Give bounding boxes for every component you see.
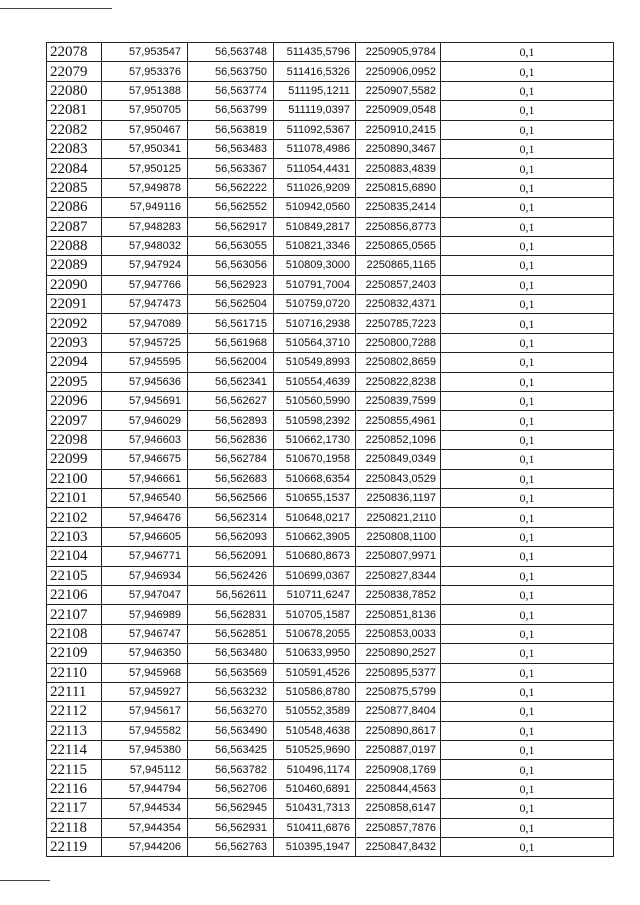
longitude-cell: 56,562552 (188, 198, 274, 217)
x-coordinate-cell: 510670,1958 (274, 450, 356, 469)
latitude-cell: 57,947089 (102, 314, 188, 333)
accuracy-cell: 0,1 (441, 333, 614, 352)
header-rule (0, 8, 112, 9)
latitude-cell: 57,946350 (102, 644, 188, 663)
longitude-cell: 56,562341 (188, 372, 274, 391)
point-number: 22084 (47, 159, 102, 178)
x-coordinate-cell: 510598,2392 (274, 411, 356, 430)
accuracy-cell: 0,1 (441, 624, 614, 643)
point-number: 22095 (47, 372, 102, 391)
y-coordinate-cell: 2250857,2403 (356, 275, 441, 294)
table-row (47, 488, 614, 507)
y-coordinate-cell: 2250839,7599 (356, 392, 441, 411)
longitude-cell: 56,562093 (188, 527, 274, 546)
accuracy-cell: 0,1 (441, 663, 614, 682)
longitude-cell: 56,563425 (188, 741, 274, 760)
accuracy-cell: 0,1 (441, 120, 614, 139)
x-coordinate-cell: 510648,0217 (274, 508, 356, 527)
point-number: 22096 (47, 392, 102, 411)
latitude-cell: 57,950705 (102, 101, 188, 120)
y-coordinate-cell: 2250851,8136 (356, 605, 441, 624)
y-coordinate-cell: 2250908,1769 (356, 760, 441, 779)
longitude-cell: 56,563367 (188, 159, 274, 178)
longitude-cell: 56,562222 (188, 178, 274, 197)
x-coordinate-cell: 510662,1730 (274, 430, 356, 449)
latitude-cell: 57,953376 (102, 62, 188, 81)
latitude-cell: 57,945617 (102, 702, 188, 721)
longitude-cell: 56,563782 (188, 760, 274, 779)
longitude-cell: 56,563819 (188, 120, 274, 139)
point-number: 22104 (47, 547, 102, 566)
latitude-cell: 57,946661 (102, 469, 188, 488)
x-coordinate-cell: 510460,6891 (274, 779, 356, 798)
table-row (47, 818, 614, 837)
table-row (47, 838, 614, 857)
longitude-cell: 56,563748 (188, 43, 274, 62)
y-coordinate-cell: 2250855,4961 (356, 411, 441, 430)
latitude-cell: 57,947766 (102, 275, 188, 294)
point-number: 22093 (47, 333, 102, 352)
table-row (47, 702, 614, 721)
latitude-cell: 57,944354 (102, 818, 188, 837)
table-row (47, 644, 614, 663)
latitude-cell: 57,946771 (102, 547, 188, 566)
x-coordinate-cell: 510591,4526 (274, 663, 356, 682)
latitude-cell: 57,948032 (102, 236, 188, 255)
x-coordinate-cell: 510496,1174 (274, 760, 356, 779)
longitude-cell: 56,562004 (188, 353, 274, 372)
table-row (47, 779, 614, 798)
table-row (47, 547, 614, 566)
point-number: 22085 (47, 178, 102, 197)
x-coordinate-cell: 510395,1947 (274, 838, 356, 857)
x-coordinate-cell: 510411,6876 (274, 818, 356, 837)
x-coordinate-cell: 511026,9209 (274, 178, 356, 197)
longitude-cell: 56,562611 (188, 585, 274, 604)
table-row (47, 741, 614, 760)
point-number: 22102 (47, 508, 102, 527)
x-coordinate-cell: 510633,9950 (274, 644, 356, 663)
longitude-cell: 56,563750 (188, 62, 274, 81)
accuracy-cell: 0,1 (441, 198, 614, 217)
y-coordinate-cell: 2250785,7223 (356, 314, 441, 333)
x-coordinate-cell: 510431,7313 (274, 799, 356, 818)
accuracy-cell: 0,1 (441, 469, 614, 488)
latitude-cell: 57,950125 (102, 159, 188, 178)
table-row (47, 333, 614, 352)
x-coordinate-cell: 510552,3589 (274, 702, 356, 721)
x-coordinate-cell: 510791,7004 (274, 275, 356, 294)
x-coordinate-cell: 510809,3000 (274, 256, 356, 275)
y-coordinate-cell: 2250909,0548 (356, 101, 441, 120)
latitude-cell: 57,947473 (102, 295, 188, 314)
accuracy-cell: 0,1 (441, 527, 614, 546)
table-row (47, 353, 614, 372)
point-number: 22110 (47, 663, 102, 682)
y-coordinate-cell: 2250907,5582 (356, 81, 441, 100)
point-number: 22100 (47, 469, 102, 488)
x-coordinate-cell: 510680,8673 (274, 547, 356, 566)
latitude-cell: 57,949116 (102, 198, 188, 217)
table-row (47, 450, 614, 469)
y-coordinate-cell: 2250847,8432 (356, 838, 441, 857)
point-number: 22111 (47, 682, 102, 701)
point-number: 22103 (47, 527, 102, 546)
x-coordinate-cell: 510560,5990 (274, 392, 356, 411)
y-coordinate-cell: 2250883,4839 (356, 159, 441, 178)
y-coordinate-cell: 2250857,7876 (356, 818, 441, 837)
latitude-cell: 57,946029 (102, 411, 188, 430)
point-number: 22088 (47, 236, 102, 255)
point-number: 22106 (47, 585, 102, 604)
point-number: 22089 (47, 256, 102, 275)
y-coordinate-cell: 2250865,1165 (356, 256, 441, 275)
y-coordinate-cell: 2250815,6890 (356, 178, 441, 197)
latitude-cell: 57,944794 (102, 779, 188, 798)
accuracy-cell: 0,1 (441, 760, 614, 779)
table-row (47, 508, 614, 527)
point-number: 22092 (47, 314, 102, 333)
accuracy-cell: 0,1 (441, 430, 614, 449)
y-coordinate-cell: 2250887,0197 (356, 741, 441, 760)
point-number: 22115 (47, 760, 102, 779)
latitude-cell: 57,946934 (102, 566, 188, 585)
y-coordinate-cell: 2250832,4371 (356, 295, 441, 314)
accuracy-cell: 0,1 (441, 101, 614, 120)
x-coordinate-cell: 510705,1587 (274, 605, 356, 624)
point-number: 22117 (47, 799, 102, 818)
y-coordinate-cell: 2250852,1096 (356, 430, 441, 449)
y-coordinate-cell: 2250844,4563 (356, 779, 441, 798)
accuracy-cell: 0,1 (441, 488, 614, 507)
accuracy-cell: 0,1 (441, 508, 614, 527)
accuracy-cell: 0,1 (441, 314, 614, 333)
x-coordinate-cell: 511119,0397 (274, 101, 356, 120)
x-coordinate-cell: 510586,8780 (274, 682, 356, 701)
accuracy-cell: 0,1 (441, 43, 614, 62)
point-number: 22108 (47, 624, 102, 643)
longitude-cell: 56,562091 (188, 547, 274, 566)
accuracy-cell: 0,1 (441, 566, 614, 585)
accuracy-cell: 0,1 (441, 779, 614, 798)
table-row (47, 314, 614, 333)
y-coordinate-cell: 2250821,2110 (356, 508, 441, 527)
x-coordinate-cell: 511416,5326 (274, 62, 356, 81)
longitude-cell: 56,562831 (188, 605, 274, 624)
table-row (47, 430, 614, 449)
point-number: 22080 (47, 81, 102, 100)
latitude-cell: 57,945968 (102, 663, 188, 682)
table-row (47, 760, 614, 779)
x-coordinate-cell: 511054,4431 (274, 159, 356, 178)
accuracy-cell: 0,1 (441, 721, 614, 740)
y-coordinate-cell: 2250838,7852 (356, 585, 441, 604)
table-row (47, 372, 614, 391)
latitude-cell: 57,946675 (102, 450, 188, 469)
accuracy-cell: 0,1 (441, 644, 614, 663)
longitude-cell: 56,562706 (188, 779, 274, 798)
x-coordinate-cell: 510699,0367 (274, 566, 356, 585)
accuracy-cell: 0,1 (441, 392, 614, 411)
x-coordinate-cell: 510662,3905 (274, 527, 356, 546)
latitude-cell: 57,950341 (102, 139, 188, 158)
point-number: 22107 (47, 605, 102, 624)
x-coordinate-cell: 510716,2938 (274, 314, 356, 333)
table-row (47, 120, 614, 139)
x-coordinate-cell: 510849,2817 (274, 217, 356, 236)
longitude-cell: 56,562314 (188, 508, 274, 527)
x-coordinate-cell: 510548,4638 (274, 721, 356, 740)
latitude-cell: 57,947924 (102, 256, 188, 275)
table-row (47, 469, 614, 488)
point-number: 22119 (47, 838, 102, 857)
latitude-cell: 57,945112 (102, 760, 188, 779)
point-number: 22079 (47, 62, 102, 81)
longitude-cell: 56,563056 (188, 256, 274, 275)
point-number: 22114 (47, 741, 102, 760)
table-row (47, 799, 614, 818)
y-coordinate-cell: 2250905,9784 (356, 43, 441, 62)
x-coordinate-cell: 511092,5367 (274, 120, 356, 139)
x-coordinate-cell: 510525,9690 (274, 741, 356, 760)
longitude-cell: 56,563270 (188, 702, 274, 721)
point-number: 22094 (47, 353, 102, 372)
point-number: 22097 (47, 411, 102, 430)
table-row (47, 275, 614, 294)
longitude-cell: 56,562784 (188, 450, 274, 469)
x-coordinate-cell: 510759,0720 (274, 295, 356, 314)
table-row (47, 682, 614, 701)
y-coordinate-cell: 2250827,8344 (356, 566, 441, 585)
longitude-cell: 56,562426 (188, 566, 274, 585)
point-number: 22099 (47, 450, 102, 469)
latitude-cell: 57,946476 (102, 508, 188, 527)
latitude-cell: 57,949878 (102, 178, 188, 197)
longitude-cell: 56,561968 (188, 333, 274, 352)
y-coordinate-cell: 2250910,2415 (356, 120, 441, 139)
latitude-cell: 57,951388 (102, 81, 188, 100)
y-coordinate-cell: 2250890,8617 (356, 721, 441, 740)
latitude-cell: 57,946605 (102, 527, 188, 546)
latitude-cell: 57,950467 (102, 120, 188, 139)
longitude-cell: 56,562566 (188, 488, 274, 507)
point-number: 22090 (47, 275, 102, 294)
longitude-cell: 56,563799 (188, 101, 274, 120)
latitude-cell: 57,945636 (102, 372, 188, 391)
latitude-cell: 57,945725 (102, 333, 188, 352)
latitude-cell: 57,946747 (102, 624, 188, 643)
point-number: 22112 (47, 702, 102, 721)
table-row (47, 101, 614, 120)
x-coordinate-cell: 510549,8993 (274, 353, 356, 372)
point-number: 22105 (47, 566, 102, 585)
x-coordinate-cell: 510554,4639 (274, 372, 356, 391)
latitude-cell: 57,945380 (102, 741, 188, 760)
accuracy-cell: 0,1 (441, 159, 614, 178)
accuracy-cell: 0,1 (441, 62, 614, 81)
table-row (47, 527, 614, 546)
accuracy-cell: 0,1 (441, 81, 614, 100)
accuracy-cell: 0,1 (441, 547, 614, 566)
longitude-cell: 56,562851 (188, 624, 274, 643)
latitude-cell: 57,953547 (102, 43, 188, 62)
latitude-cell: 57,944206 (102, 838, 188, 857)
point-number: 22109 (47, 644, 102, 663)
longitude-cell: 56,563569 (188, 663, 274, 682)
table-row (47, 295, 614, 314)
longitude-cell: 56,563055 (188, 236, 274, 255)
x-coordinate-cell: 510564,3710 (274, 333, 356, 352)
table-row (47, 198, 614, 217)
point-number: 22101 (47, 488, 102, 507)
table-row (47, 43, 614, 62)
x-coordinate-cell: 510655,1537 (274, 488, 356, 507)
y-coordinate-cell: 2250890,2527 (356, 644, 441, 663)
table-row (47, 236, 614, 255)
accuracy-cell: 0,1 (441, 605, 614, 624)
latitude-cell: 57,945927 (102, 682, 188, 701)
table-body (47, 43, 614, 857)
latitude-cell: 57,947047 (102, 585, 188, 604)
y-coordinate-cell: 2250890,3467 (356, 139, 441, 158)
point-number: 22098 (47, 430, 102, 449)
point-number: 22086 (47, 198, 102, 217)
table-row (47, 256, 614, 275)
longitude-cell: 56,562931 (188, 818, 274, 837)
longitude-cell: 56,563483 (188, 139, 274, 158)
longitude-cell: 56,561715 (188, 314, 274, 333)
latitude-cell: 57,944534 (102, 799, 188, 818)
longitude-cell: 56,563490 (188, 721, 274, 740)
y-coordinate-cell: 2250835,2414 (356, 198, 441, 217)
longitude-cell: 56,562836 (188, 430, 274, 449)
y-coordinate-cell: 2250853,0033 (356, 624, 441, 643)
table-row (47, 159, 614, 178)
latitude-cell: 57,946603 (102, 430, 188, 449)
x-coordinate-cell: 511078,4986 (274, 139, 356, 158)
point-number: 22082 (47, 120, 102, 139)
point-number: 22113 (47, 721, 102, 740)
longitude-cell: 56,562763 (188, 838, 274, 857)
y-coordinate-cell: 2250865,0565 (356, 236, 441, 255)
longitude-cell: 56,562923 (188, 275, 274, 294)
y-coordinate-cell: 2250807,9971 (356, 547, 441, 566)
table-row (47, 392, 614, 411)
accuracy-cell: 0,1 (441, 217, 614, 236)
table-row (47, 585, 614, 604)
point-number: 22118 (47, 818, 102, 837)
y-coordinate-cell: 2250808,1100 (356, 527, 441, 546)
latitude-cell: 57,948283 (102, 217, 188, 236)
y-coordinate-cell: 2250802,8659 (356, 353, 441, 372)
longitude-cell: 56,562627 (188, 392, 274, 411)
table-row (47, 139, 614, 158)
accuracy-cell: 0,1 (441, 275, 614, 294)
y-coordinate-cell: 2250822,8238 (356, 372, 441, 391)
accuracy-cell: 0,1 (441, 353, 614, 372)
longitude-cell: 56,562504 (188, 295, 274, 314)
table-row (47, 721, 614, 740)
point-number: 22116 (47, 779, 102, 798)
table-row (47, 178, 614, 197)
point-number: 22078 (47, 43, 102, 62)
x-coordinate-cell: 511435,5796 (274, 43, 356, 62)
accuracy-cell: 0,1 (441, 585, 614, 604)
longitude-cell: 56,562945 (188, 799, 274, 818)
coordinates-table (46, 42, 614, 857)
latitude-cell: 57,945691 (102, 392, 188, 411)
table-row (47, 62, 614, 81)
accuracy-cell: 0,1 (441, 818, 614, 837)
table-row (47, 217, 614, 236)
accuracy-cell: 0,1 (441, 838, 614, 857)
longitude-cell: 56,562917 (188, 217, 274, 236)
latitude-cell: 57,946540 (102, 488, 188, 507)
longitude-cell: 56,563232 (188, 682, 274, 701)
x-coordinate-cell: 510821,3346 (274, 236, 356, 255)
y-coordinate-cell: 2250877,8404 (356, 702, 441, 721)
x-coordinate-cell: 510668,6354 (274, 469, 356, 488)
x-coordinate-cell: 510942,0560 (274, 198, 356, 217)
table-row (47, 81, 614, 100)
x-coordinate-cell: 511195,1211 (274, 81, 356, 100)
point-number: 22091 (47, 295, 102, 314)
table-row (47, 663, 614, 682)
accuracy-cell: 0,1 (441, 236, 614, 255)
y-coordinate-cell: 2250836,1197 (356, 488, 441, 507)
latitude-cell: 57,945582 (102, 721, 188, 740)
latitude-cell: 57,946989 (102, 605, 188, 624)
accuracy-cell: 0,1 (441, 702, 614, 721)
y-coordinate-cell: 2250906,0952 (356, 62, 441, 81)
accuracy-cell: 0,1 (441, 178, 614, 197)
point-number: 22087 (47, 217, 102, 236)
accuracy-cell: 0,1 (441, 799, 614, 818)
point-number: 22083 (47, 139, 102, 158)
table-row (47, 605, 614, 624)
table-row (47, 566, 614, 585)
longitude-cell: 56,562683 (188, 469, 274, 488)
accuracy-cell: 0,1 (441, 741, 614, 760)
footnote-rule (0, 880, 50, 881)
accuracy-cell: 0,1 (441, 295, 614, 314)
y-coordinate-cell: 2250875,5799 (356, 682, 441, 701)
accuracy-cell: 0,1 (441, 450, 614, 469)
y-coordinate-cell: 2250858,6147 (356, 799, 441, 818)
y-coordinate-cell: 2250843,0529 (356, 469, 441, 488)
table-row (47, 624, 614, 643)
table-row (47, 411, 614, 430)
accuracy-cell: 0,1 (441, 411, 614, 430)
y-coordinate-cell: 2250849,0349 (356, 450, 441, 469)
longitude-cell: 56,563774 (188, 81, 274, 100)
y-coordinate-cell: 2250856,8773 (356, 217, 441, 236)
accuracy-cell: 0,1 (441, 256, 614, 275)
point-number: 22081 (47, 101, 102, 120)
accuracy-cell: 0,1 (441, 139, 614, 158)
x-coordinate-cell: 510711,6247 (274, 585, 356, 604)
y-coordinate-cell: 2250800,7288 (356, 333, 441, 352)
latitude-cell: 57,945595 (102, 353, 188, 372)
x-coordinate-cell: 510678,2055 (274, 624, 356, 643)
longitude-cell: 56,563480 (188, 644, 274, 663)
y-coordinate-cell: 2250895,5377 (356, 663, 441, 682)
accuracy-cell: 0,1 (441, 682, 614, 701)
longitude-cell: 56,562893 (188, 411, 274, 430)
accuracy-cell: 0,1 (441, 372, 614, 391)
